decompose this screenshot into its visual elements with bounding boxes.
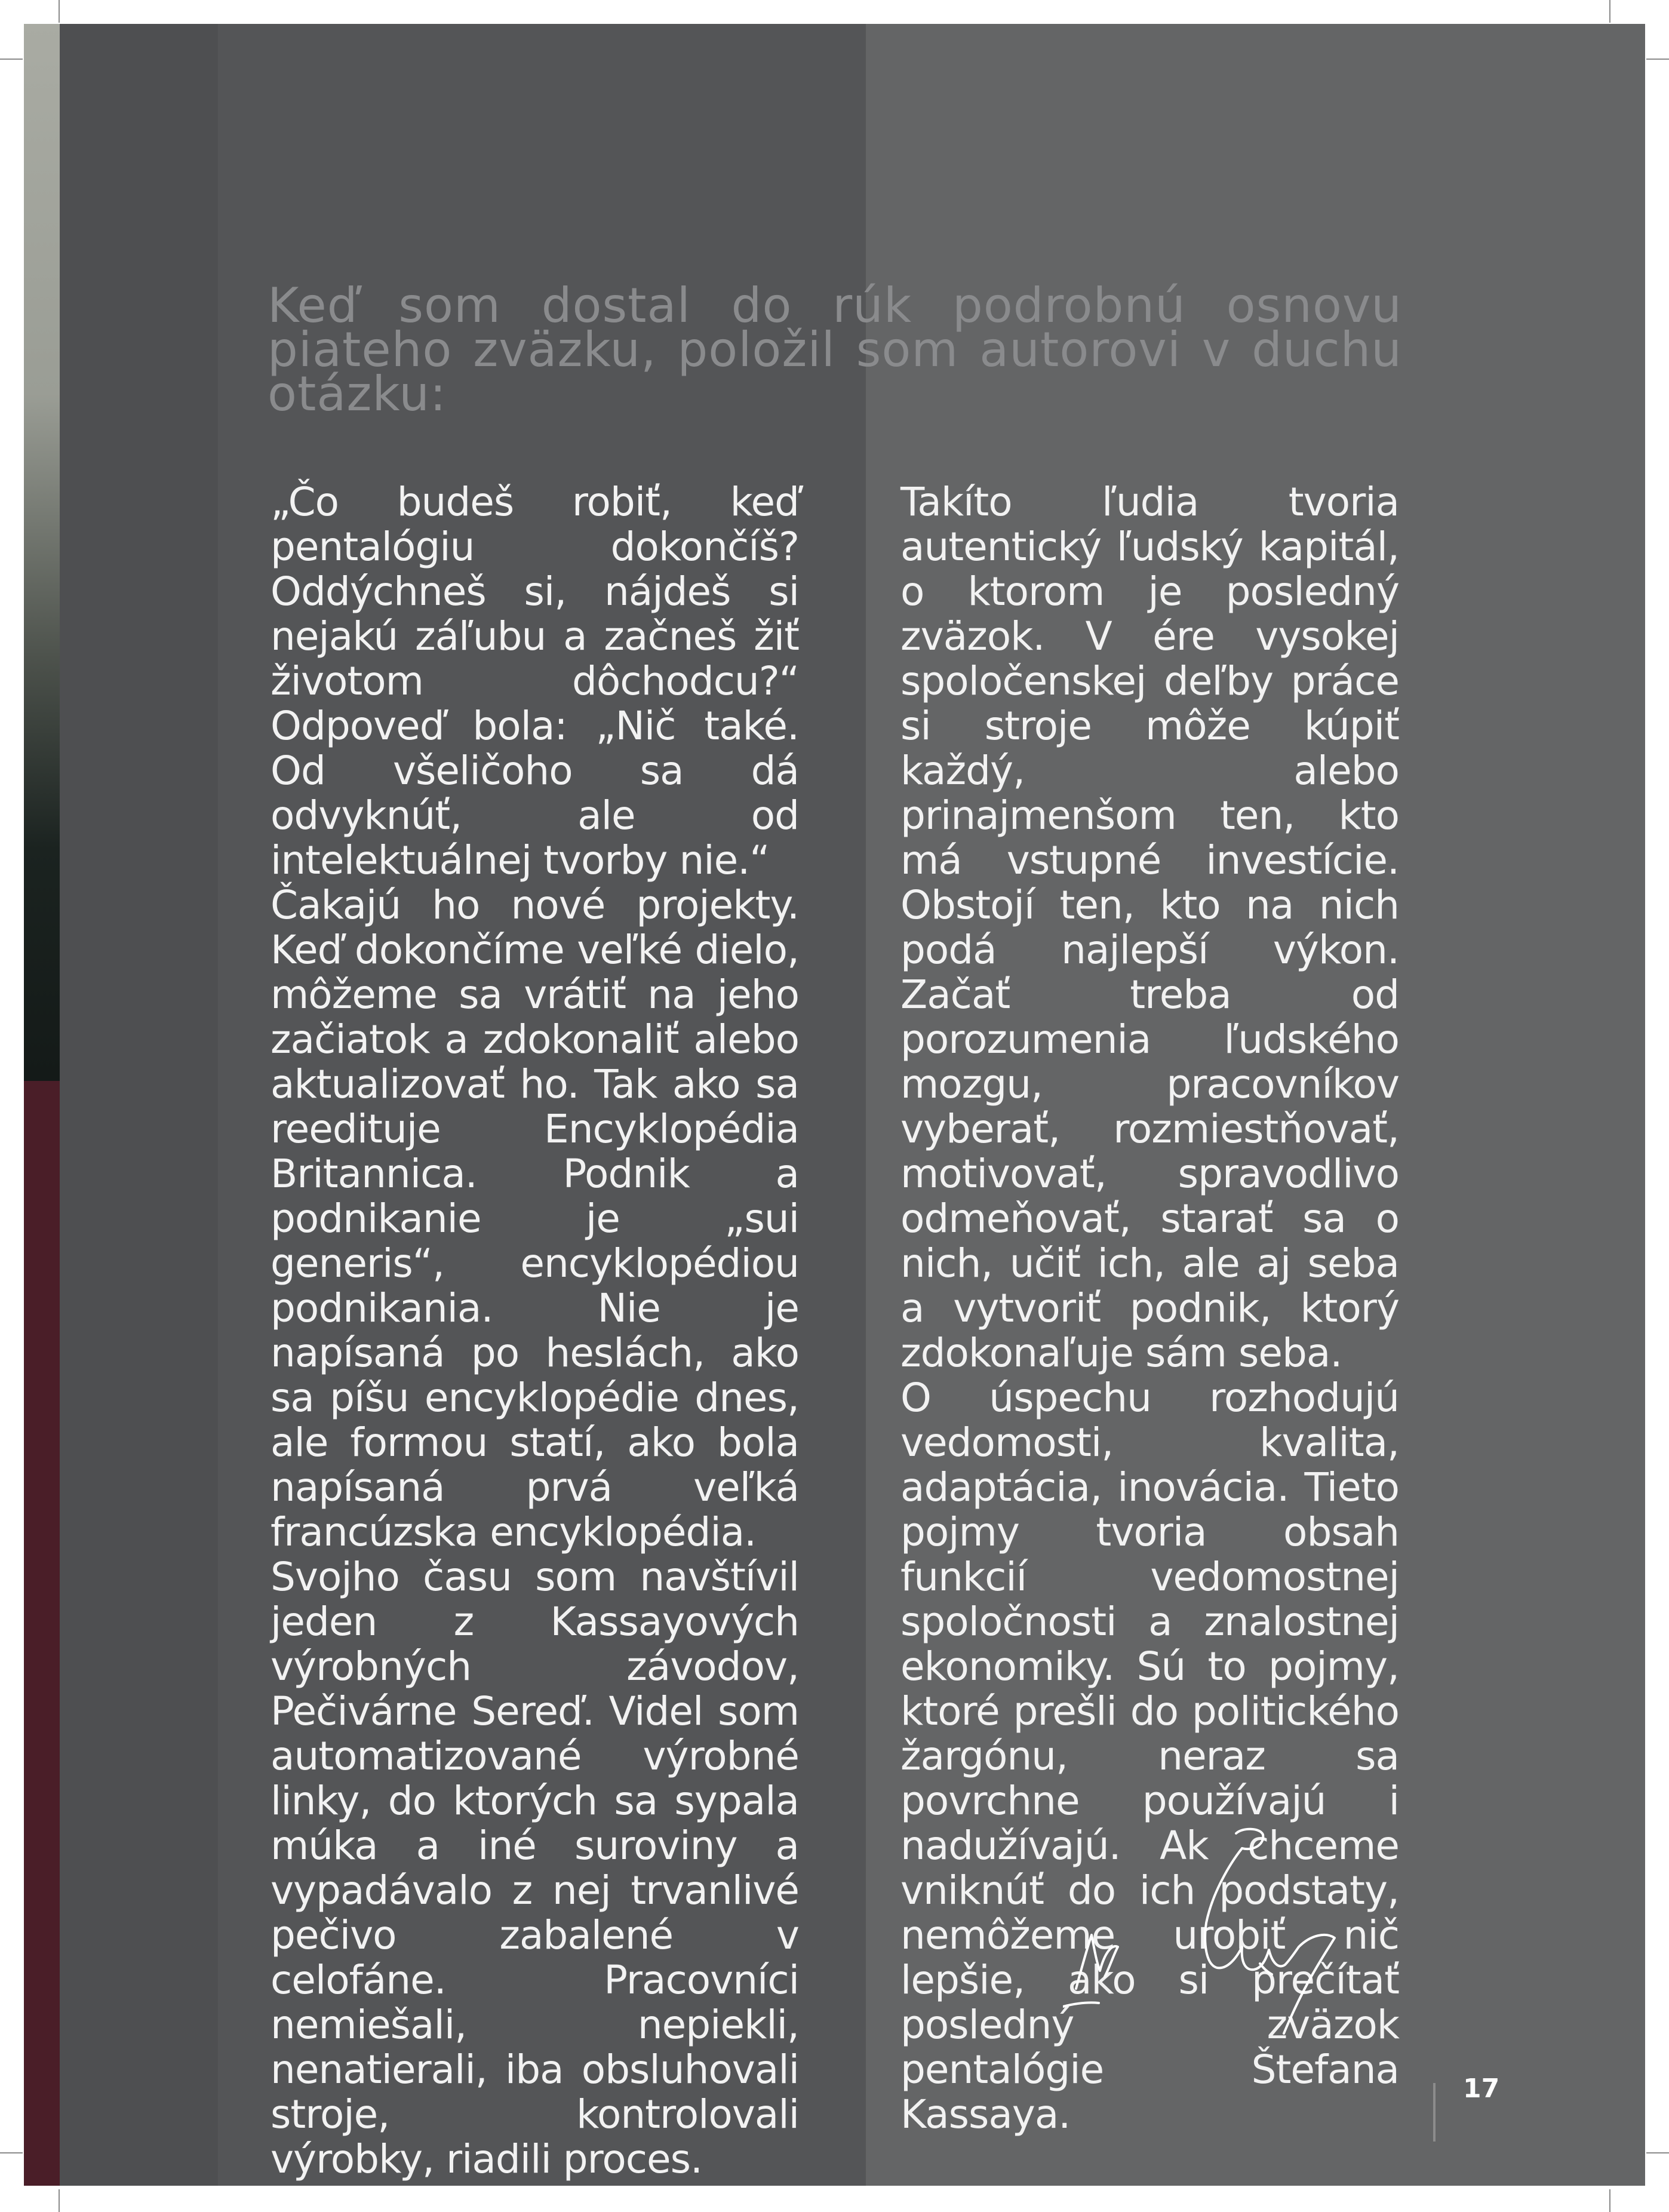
paragraph: Svojho času som navštívil jeden z Kassayových výrobných závodov, Pečivárne Sereď. Videl som automatizované výrobné linky, do ktorých sa sypala múka a iné suroviny a vypadávalo z nej trvanlivé pečivo zabalené v celofáne. Pracovníci nemiešali, nepiekli, nenatierali, iba obsluhovali stroje, kontrolovali výrobky, riadili proces.	[271, 1554, 799, 2182]
page-number: 17	[1463, 2073, 1500, 2104]
crop-mark-top-right-h	[1646, 59, 1669, 60]
photo-edge	[24, 24, 60, 1081]
paragraph: „Čo budeš robiť, keď pentalógiu dokončíš? Oddýchneš si, nájdeš si nejakú záľubu a začneš žiť životom dôchodcu?“ Odpoveď bola: „Nič také. Od všeličoho sa dá odvyknúť, ale od intelektuálnej tvorby nie.“	[271, 479, 799, 883]
maroon-color-strip	[24, 1081, 60, 2186]
text-column-left	[271, 480, 799, 2182]
crop-mark-bottom-left-v	[59, 2189, 60, 2212]
dark-side-band	[60, 24, 218, 2186]
crop-mark-top-left-v	[59, 0, 60, 23]
crop-mark-bottom-right-v	[1609, 2189, 1610, 2212]
page-number-rule	[1433, 2083, 1436, 2142]
lead-heading: Keď som dostal do rúk podrobnú osnovu piateho zväzku, položil som autorovi v duchu otázku:	[268, 278, 1402, 422]
paragraph: Čakajú ho nové projekty. Keď dokončíme veľké dielo, môžeme sa vrátiť na jeho začiatok a zdokonaliť alebo aktualizovať ho. Tak ako sa reedituje Encyklopédia Britannica. Podnik a podnikanie je „sui generis“, encyklopédiou podnikania. Nie je napísaná po heslách, ako sa píšu encyklopédie dnes, ale formou statí, ako bola napísaná prvá veľká francúzska encyklopédia.	[271, 882, 799, 1555]
crop-mark-top-left-h	[0, 59, 23, 60]
crop-mark-bottom-left-h	[0, 2152, 23, 2153]
crop-mark-bottom-right-h	[1646, 2152, 1669, 2153]
paragraph: O úspechu rozhodujú vedomosti, kvalita, adaptácia, inovácia. Tieto pojmy tvoria obsah funkcií vedomostnej spoločnosti a znalostnej ekonomiky. Sú to pojmy, ktoré prešli do politického žargónu, neraz sa povrchne používajú i nadužívajú. Ak chceme vniknúť do ich podstaty, nemôžeme urobiť nič lepšie, ako si prečítať posledný zväzok pentalógie Štefana Kassaya.	[900, 1375, 1399, 2137]
paragraph: Takíto ľudia tvoria autentický ľudský kapitál, o ktorom je posledný zväzok. V ére vysokej spoločenskej deľby práce si stroje môže kúpiť každý, alebo prinajmenšom ten, kto má vstupné investície. Obstojí ten, kto na nich podá najlepší výkon. Začať treba od porozumenia ľudského mozgu, pracovníkov vyberať, rozmiestňovať, motivovať, spravodlivo odmeňovať, starať sa o nich, učiť ich, ale aj seba a vytvoriť podnik, ktorý zdokonaľuje sám seba.	[900, 479, 1399, 1376]
crop-mark-top-right-v	[1609, 0, 1610, 23]
handwritten-signature	[1063, 1827, 1350, 2042]
